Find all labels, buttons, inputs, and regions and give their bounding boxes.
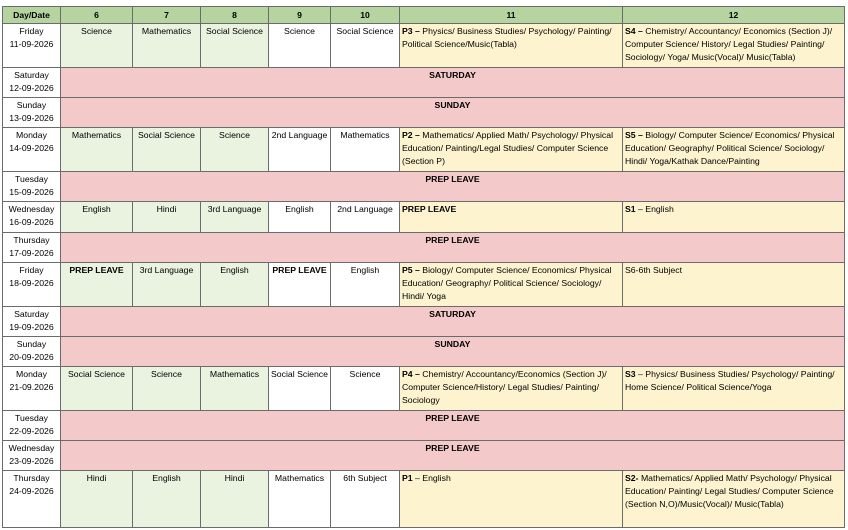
class-10-cell: 6th Subject [331,471,400,528]
class-7-cell: 3rd Language [133,263,201,307]
paper-code: P4 – [402,369,420,379]
table-row [3,441,845,471]
class-10-cell: Mathematics [331,128,400,172]
date-label: 11-09-2026 [9,39,54,49]
class-12-cell [623,24,845,68]
table-row [3,307,845,337]
prep-leave-band: PREP LEAVE [61,411,845,441]
paper-code: S3 [625,369,636,379]
class-8-cell: English [201,263,269,307]
paper-subjects: – Physics/ Business Studies/ Psychology/ Painting/ Home Science/ Political Science/Yoga [625,369,835,392]
header-class-10: 10 [331,7,400,24]
day-date-cell [3,202,61,233]
day-label: Tuesday [15,174,48,184]
paper-code: P2 – [402,130,420,140]
table-row [3,233,845,263]
header-class-9: 9 [269,7,331,24]
date-label: 21-09.2026 [9,382,54,392]
prep-leave-band: PREP LEAVE [61,441,845,471]
day-date-cell [3,128,61,172]
class-11-cell: PREP LEAVE [400,202,623,233]
day-date-cell [3,233,61,263]
date-label: 20-09-2026 [9,352,54,362]
day-label: Friday [19,265,44,275]
date-label: 15-09-2026 [9,187,54,197]
day-date-cell [3,441,61,471]
paper-subjects: Biology/ Computer Science/ Economics/ Physical Education/ Geography/ Political Science/ Sociology/ Hindi/ Yoga/Kathak Dance/Painting [625,130,835,166]
date-label: 12-09-2026 [9,83,54,93]
paper-subjects: – English [412,473,451,483]
class-11-cell [400,128,623,172]
class-9-cell: Science [269,24,331,68]
holiday-band: SUNDAY [61,98,845,128]
day-date-cell [3,172,61,202]
date-label: 14-09-2026 [9,143,54,153]
header-row [3,7,845,24]
class-7-cell: English [133,471,201,528]
day-label: Sunday [16,339,47,349]
paper-code: P5 – [402,265,420,275]
class-6-cell: Social Science [61,367,133,411]
class-6-cell: Mathematics [61,128,133,172]
class-8-cell: Hindi [201,471,269,528]
table-row [3,24,845,68]
class-6-cell: Science [61,24,133,68]
date-label: 13-09-2026 [9,113,54,123]
table-row [3,202,845,233]
class-12-cell [623,128,845,172]
class-7-cell: Science [133,367,201,411]
date-label: 24-09-2026 [9,486,54,496]
table-row [3,367,845,411]
day-label: Saturday [14,309,49,319]
class-11-cell [400,263,623,307]
table-row [3,128,845,172]
class-12-cell [623,471,845,528]
day-label: Sunday [16,100,47,110]
day-label: Friday [19,26,44,36]
day-date-cell [3,98,61,128]
class-12-cell [623,202,845,233]
header-class-7: 7 [133,7,201,24]
date-label: 22-09-2026 [9,426,54,436]
header-class-8: 8 [201,7,269,24]
date-label: 19-09-2026 [9,322,54,332]
class-9-cell: PREP LEAVE [269,263,331,307]
class-8-cell: 3rd Language [201,202,269,233]
paper-subjects: Chemistry/ Accountancy/ Economics (Section J)/ Computer Science/ History/ Legal Studies/ Painting/ Sociology/ Yoga/ Music(Vocal)/ Music(Tabla) [625,26,833,62]
header-day-date: Day/Date [3,7,61,24]
day-date-cell [3,307,61,337]
table-row [3,337,845,367]
class-10-cell: English [331,263,400,307]
prep-leave-band: PREP LEAVE [61,233,845,263]
class-11-cell [400,367,623,411]
prep-leave-band: PREP LEAVE [61,172,845,202]
class-7-cell: Social Science [133,128,201,172]
day-date-cell [3,337,61,367]
paper-code: P3 – [402,26,420,36]
paper-code: S1 [625,204,636,214]
day-label: Wednesday [8,204,55,214]
table-row [3,172,845,202]
class-9-cell: Mathematics [269,471,331,528]
class-10-cell: Social Science [331,24,400,68]
date-label: 16-09-2026 [9,217,54,227]
day-date-cell [3,68,61,98]
paper-code: S5 – [625,130,643,140]
day-label: Monday [16,130,47,140]
class-7-cell: Mathematics [133,24,201,68]
day-label: Wednesday [8,443,55,453]
paper-subjects: – English [635,204,674,214]
holiday-band: SUNDAY [61,337,845,367]
class-9-cell: Social Science [269,367,331,411]
class-10-cell: 2nd Language [331,202,400,233]
holiday-band: SATURDAY [61,68,845,98]
class-12-cell [623,367,845,411]
class-8-cell: Science [201,128,269,172]
paper-subjects: Mathematics/ Applied Math/ Psychology/ Physical Education/ Painting/Legal Studies/ Computer Science (Section P) [402,130,614,166]
header-class-11: 11 [400,7,623,24]
class-9-cell: English [269,202,331,233]
class-6-cell: English [61,202,133,233]
holiday-band: SATURDAY [61,307,845,337]
day-date-cell [3,24,61,68]
class-7-cell: Hindi [133,202,201,233]
table-row [3,471,845,528]
date-label: 23-09-2026 [9,456,54,466]
day-label: Thursday [13,235,50,245]
day-date-cell [3,367,61,411]
day-label: Thursday [13,473,50,483]
class-6-cell: PREP LEAVE [61,263,133,307]
header-class-6: 6 [61,7,133,24]
class-12-cell: S6-6th Subject [623,263,845,307]
class-10-cell: Science [331,367,400,411]
paper-subjects: Chemistry/ Accountancy/Economics (Section J)/ Computer Science/History/ Legal Studies/ Painting/ Sociology [402,369,607,405]
paper-subjects: Physics/ Business Studies/ Psychology/ Painting/ Political Science/Music(Tabla) [402,26,612,49]
paper-code: S2- [625,473,639,483]
paper-code: P1 [402,473,413,483]
date-label: 18-09-2026 [9,278,54,288]
day-date-cell [3,263,61,307]
class-11-cell [400,24,623,68]
day-label: Monday [16,369,47,379]
table-row [3,263,845,307]
class-8-cell: Mathematics [201,367,269,411]
class-6-cell: Hindi [61,471,133,528]
header-class-12: 12 [623,7,845,24]
class-9-cell: 2nd Language [269,128,331,172]
exam-datesheet-table [2,6,845,528]
paper-subjects: Mathematics/ Applied Math/ Psychology/ Physical Education/ Painting/ Legal Studies/ Computer Science (Section N,O)/Music(Vocal)/ Music(Tabla) [625,473,834,509]
paper-code: S4 – [625,26,643,36]
table-row [3,68,845,98]
class-8-cell: Social Science [201,24,269,68]
table-row [3,98,845,128]
day-date-cell [3,411,61,441]
day-date-cell [3,471,61,528]
class-11-cell [400,471,623,528]
day-label: Saturday [14,70,49,80]
day-label: Tuesday [15,413,48,423]
date-label: 17-09-2026 [9,248,54,258]
paper-subjects: Biology/ Computer Science/ Economics/ Physical Education/ Geography/ Political Science/ Sociology/ Hindi/ Yoga [402,265,612,301]
table-row [3,411,845,441]
